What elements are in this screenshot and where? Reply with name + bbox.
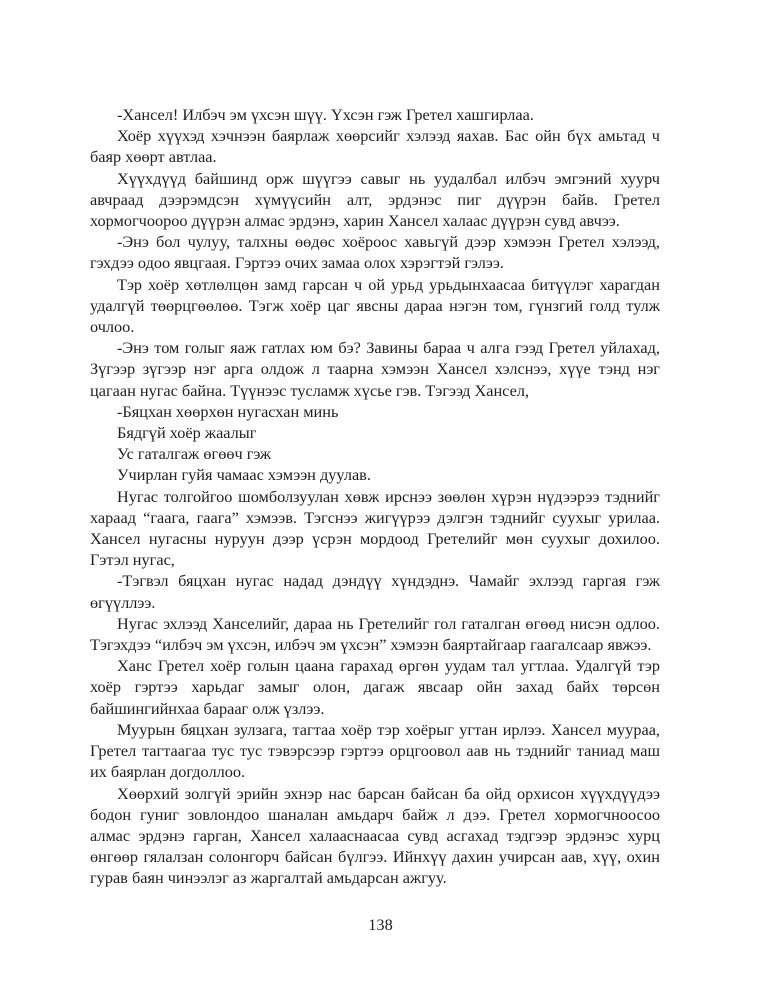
body-text <box>90 104 660 889</box>
paragraph: -Энэ том голыг яаж гатлах юм бэ? Завины бараа ч алга гээд Гретел уйлахад, Зүгээр зүгээр нэг арга олдож л таарна хэмээн Хансел хэлснээ, хүүе тэнд нэг цагаан нугас байна. Түүнээс тусламж хүсье гэв. Тэгээд Хансел, <box>90 338 660 400</box>
paragraph: Муурын бяцхан зулзага, тагтаа хоёр тэр хоёрыг угтан ирлээ. Хансел муураа, Гретел тагтаагаа тус тус тэвэрсээр гэртээ орцгоовол аав нь тэднийг таниад маш их баярлан догдоллоо. <box>90 719 660 782</box>
verse-line: Ус гаталгаж өгөөч гэж <box>117 444 272 464</box>
paragraph: Хүүхдүүд байшинд орж шүүгээ савыг нь уудалбал илбэч эмгэний хуурч авчраад дээрэмдсэн хүмүүсийн алт, эрдэнэс пиг дүүрэн байв. Гретел хормогчоороо дүүрэн алмас эрдэнэ, харин Хансел халаас дүүрэн сувд авчээ. <box>90 168 660 231</box>
paragraph: -Тэгвэл бяцхан нугас надад дэндүү хүндэднэ. Чамайг эхлээд гаргая гэж өгүүллээ. <box>90 571 660 612</box>
verse-line: -Бяцхан хөөрхөн нугасхан минь <box>117 401 339 421</box>
paragraph: Хоёр хүүхэд хэчнээн баярлаж хөөрсийг хэлээд яахав. Бас ойн бүх амьтад ч баяр хөөрт автлаа. <box>90 126 660 167</box>
verse-line: Бядгүй хоёр жаалыг <box>117 423 257 443</box>
page-number: 138 <box>368 915 393 934</box>
verse-line: Учирлан гуйя чамаас хэмээн дуулав. <box>117 465 371 485</box>
paragraph: Нугас толгойгоо шомболзуулан хөвж ирснээ зөөлөн хүрэн нүдээрээ тэднийг хараад “гаага, гаага” хэмээв. Тэгснээ жигүүрээ дэлгэн тэднийг суухыг урилаа. Хансел нугасны нуруун дээр үсрэн мордоод Гретелийг мөн суухыг дохилоо. Гэтэл нугас, <box>90 486 660 570</box>
paragraph: Тэр хоёр хөтлөлцөн замд гарсан ч ой урьд урьдынхаасаа битүүлэг харагдан удалгүй төөрцгөөлөө. Тэгж хоёр цаг явсны дараа нэгэн том, гүнзгий голд тулж очлоо. <box>90 274 660 337</box>
paragraph: Нугас эхлээд Ханселийг, дараа нь Гретелийг гол гаталган өгөөд нисэн одлоо. Тэгэхдээ “илбэч эм үхсэн, илбэч эм үхсэн” хэмээн баяртайгаар гаагалсаар явжээ. <box>90 613 660 655</box>
paragraph: -Энэ бол чулуу, талхны өөдөс хоёроос хавьгүй дээр хэмээн Гретел хэлээд, гэхдээ одоо явцгаая. Гэртээ очих замаа олох хэрэгтэй гэлээ. <box>90 232 660 273</box>
paragraph: Хөөрхий золгүй эрийн эхнэр нас барсан байсан ба ойд орхисон хүүхдүүдээ бодон гуниг зовлондоо шаналан амьдарч байж л дээ. Гретел хормогчноосоо алмас эрдэнэ гарган, Хансел халааснаасаа сувд асгахад тэдгээр эрдэнэс хурц өнгөөр гялалзан солонгорч байсан бүлгээ. Ийнхүү дахин учирсан аав, хүү, охин гурав баян чинээлэг аз жаргалтай амьдарсан ажгуу. <box>90 783 660 888</box>
paragraph: -Хансел! Илбэч эм үхсэн шүү. Үхсэн гэж Гретел хашгирлаа. <box>117 105 534 124</box>
paragraph: Ханс Гретел хоёр голын цаана гарахад өргөн уудам тал угтлаа. Удалгүй тэр хоёр гэртээ харьдаг замыг олон, дагаж явсаар ойн захад байх төрсөн байшингийнхаа барааг олж үзлээ. <box>90 656 660 718</box>
